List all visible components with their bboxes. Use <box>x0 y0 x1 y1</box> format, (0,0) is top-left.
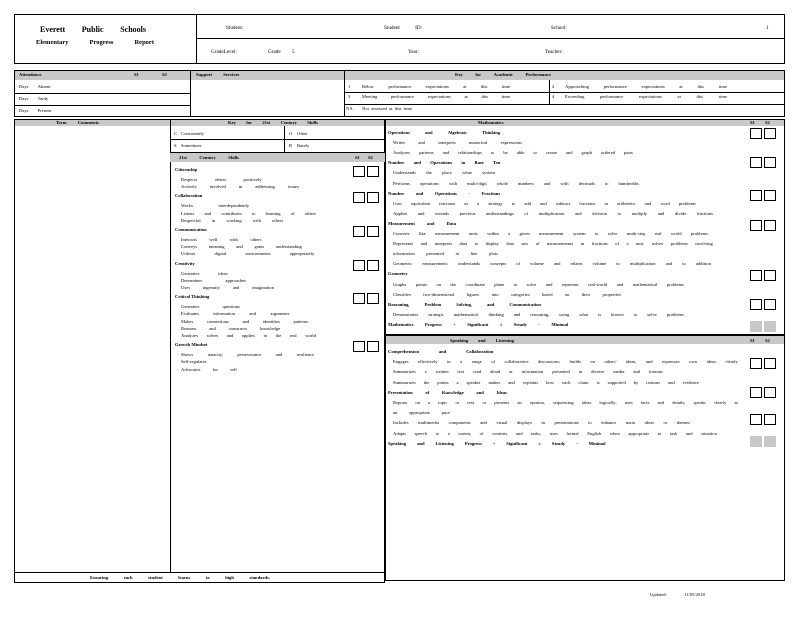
skill-item: Listens and contributes to learning of others <box>181 210 316 216</box>
math-checkbox-s2[interactable] <box>764 270 776 281</box>
math-item: Understands the place value system <box>393 170 495 176</box>
math-section-heading: Mathematics Progress + Significant ± Steady - Minimal <box>388 321 569 327</box>
math-checkbox-s1[interactable] <box>750 299 762 310</box>
math-section-heading: Number and Operations - Fractions <box>388 190 501 196</box>
math-section-heading: Geometry <box>388 271 408 277</box>
report-title-word: Progress <box>89 39 114 46</box>
speaking-item: Engages effectively in a range of collaborative discussions; builds on others' ideas, and expresses own ideas clearly <box>393 359 738 365</box>
math-item: Performs operations with multi-digit whole numbers and with decimals to hundredths <box>393 180 639 186</box>
skill-group-checkbox-s1[interactable] <box>353 260 365 271</box>
skill-group-checkbox-s2[interactable] <box>367 226 379 237</box>
school-name-word: Public <box>81 25 104 34</box>
speaking-checkbox-s1[interactable] <box>750 358 762 369</box>
skill-item: Actively involved in addressing issues <box>181 184 299 190</box>
grade-label: Grade 5 <box>268 49 295 55</box>
math-checkbox-s1[interactable] <box>750 157 762 168</box>
math-checkbox-s1[interactable] <box>750 270 762 281</box>
speaking-title: Speaking and Listening <box>450 338 514 343</box>
math-item: Applies and extends previous understandings of multiplication and division to multiply and divide fractions <box>393 210 713 216</box>
report-title-word: Elementary <box>36 39 69 46</box>
skills-key-code: C <box>174 131 178 136</box>
skills-key-text: Rarely <box>297 143 310 148</box>
math-checkbox-s1[interactable] <box>750 190 762 201</box>
skill-item: Advocates for self <box>181 366 237 372</box>
report-title-word: Report <box>134 39 154 46</box>
math-checkbox-s2[interactable] <box>764 190 776 201</box>
skill-group-heading: Communication <box>175 227 207 232</box>
key-item-text: Below performance expectations at this time <box>362 84 510 89</box>
math-checkbox-s1[interactable] <box>750 128 762 139</box>
skill-group-heading: Creativity <box>175 260 195 266</box>
key-item-text: Exceeding performance expectations at this time <box>565 94 727 99</box>
math-item: Geometric measurement: understands concepts of volume and relates volume to multiplication and to addition <box>393 261 711 267</box>
attendance-s2: S2 <box>162 72 167 77</box>
skills-key-text: Sometimes <box>181 143 202 148</box>
speaking-item: Adapts speech to a variety of contexts and tasks, uses formal English when appropriate to task and situation <box>393 430 717 436</box>
key-item-code: 2 <box>552 84 555 89</box>
term-comments-title: Term Comments <box>56 120 99 125</box>
math-section-heading: Number and Operations in Base Ten <box>388 160 501 166</box>
key-item-text: Approaching performance expectations at this time <box>565 84 727 89</box>
skill-group-checkbox-s1[interactable] <box>353 166 365 177</box>
skills-key-title: Key for 21st Century Skills <box>228 120 318 125</box>
attendance-row-line <box>14 105 190 106</box>
skill-item: Generates ideas <box>181 270 228 276</box>
math-item: Uses equivalent fractions as a strategy to add and subtract fractions in arithmetic and word problems <box>393 200 696 206</box>
attendance-s1: S1 <box>134 72 139 77</box>
skill-item: Respectful in working with others <box>181 217 284 223</box>
speaking-section-heading: Comprehension and Collaboration <box>388 349 494 354</box>
speaking-checkbox-s1[interactable] <box>750 387 762 398</box>
skills-key-code: O <box>289 131 293 136</box>
key-item-text: Not assessed at this time <box>362 106 412 111</box>
skill-group-checkbox-s2[interactable] <box>367 192 379 203</box>
skill-item: Determines approaches <box>181 277 247 283</box>
speaking-checkbox-s2[interactable] <box>764 387 776 398</box>
math-s2: S2 <box>765 120 770 125</box>
skill-group-heading: Critical Thinking <box>175 294 210 300</box>
math-progress-box-s2 <box>764 321 776 332</box>
attendance-row: Days Tardy <box>19 96 49 101</box>
speaking-item: Reports on a topic or text or presents an opinion, sequencing ideas logically; uses facts and details; speaks clearly at <box>393 400 738 405</box>
skill-group-checkbox-s1[interactable] <box>353 226 365 237</box>
student-id-label: Student ID: <box>384 25 423 31</box>
key-item-text: Meeting performance expectations at this time <box>362 94 510 99</box>
support-title: Support Services <box>196 72 240 77</box>
math-section-heading: Operations and Algebraic Thinking <box>388 130 501 135</box>
math-checkbox-s2[interactable] <box>764 157 776 168</box>
support-divider <box>344 70 345 117</box>
key-item-code: 1 <box>348 84 351 89</box>
skill-item: Reasons and constructs knowledge <box>181 325 281 331</box>
math-item: Converts like measurement units within a given measurement system to solve multi-step real world problems <box>393 231 708 236</box>
student-label: Student: <box>226 25 244 31</box>
skill-item: Conveys meaning and gains understanding <box>181 244 302 250</box>
skills-key-code: S <box>174 143 177 148</box>
attendance-divider <box>190 70 191 117</box>
skill-group-checkbox-s1[interactable] <box>353 192 365 203</box>
skill-group-heading: Collaboration <box>175 193 203 199</box>
skill-item: Respects others positively <box>181 177 262 182</box>
century-skills-s1: S1 <box>355 155 360 160</box>
skills-key-code: R <box>289 143 293 148</box>
math-item: information presented in line plots <box>393 251 498 257</box>
skill-item: Shows tenacity, perseverance and resilience <box>181 352 315 358</box>
updated-value: 11/05/2018 <box>684 592 705 597</box>
school-name <box>40 25 146 34</box>
math-item: Classifies two-dimensional figures into categories based on their properties <box>393 291 621 297</box>
speaking-progress-box-s1 <box>750 436 762 447</box>
speaking-item: Includes multimedia components and visual displays in presentations to enhance main ideas or themes <box>393 420 690 426</box>
attendance-row-line <box>14 93 190 94</box>
skill-group-checkbox-s2[interactable] <box>367 260 379 271</box>
header-divider-horizontal <box>196 38 785 39</box>
skill-item: Utilizes digital environments appropriately <box>181 251 315 257</box>
term-comments-box[interactable] <box>14 119 171 573</box>
key-row-line <box>344 104 785 105</box>
skill-item: Interacts well with others <box>181 237 262 242</box>
attendance-row: Days Present <box>19 108 52 113</box>
speaking-checkbox-s1[interactable] <box>750 414 762 425</box>
math-title: Mathematics <box>478 120 504 125</box>
skill-item: Uses ingenuity and imagination <box>181 285 274 290</box>
math-item: Represents and interprets data to display data sets of measurements in fractions of a unit, solves problems involving <box>393 241 713 247</box>
skill-group-checkbox-s1[interactable] <box>353 341 365 352</box>
key-item-code: NA <box>346 106 353 111</box>
skill-item: Analyzes solves and applies in the real world <box>181 333 316 338</box>
key-row-line <box>344 92 785 93</box>
teacher-label: Teacher: <box>545 49 563 55</box>
key-item-code: 4 <box>552 94 555 99</box>
skill-item: Works interdependently <box>181 203 250 209</box>
math-item: Analyzes patterns and relationships to be able to create and graph ordered pairs <box>393 150 633 156</box>
report-title <box>36 39 154 47</box>
page-number: 1 <box>766 25 769 31</box>
math-item: Demonstrates strategic mathematical thinking and reasoning, using what is known to solve problems <box>393 311 684 317</box>
speaking-checkbox-s2[interactable] <box>764 358 776 369</box>
header-divider-vertical <box>196 14 197 64</box>
key-title: Key for Academic Performance <box>455 72 551 77</box>
century-skills-top-line <box>170 152 385 153</box>
math-checkbox-s1[interactable] <box>750 220 762 231</box>
attendance-row: Days Absent <box>19 84 51 89</box>
century-skills-title: 21st Century Skills <box>179 155 239 160</box>
skill-item: Generates questions <box>181 304 240 310</box>
skill-item: Makes connections and identifies patterns <box>181 318 309 324</box>
skill-group-heading: Growth Mindset <box>175 342 208 348</box>
math-progress-box-s1 <box>750 321 762 332</box>
skills-key-text: Often <box>297 131 308 136</box>
math-section-heading: Measurement and Data <box>388 220 456 226</box>
speaking-checkbox-s2[interactable] <box>764 414 776 425</box>
math-checkbox-s2[interactable] <box>764 128 776 139</box>
speaking-s2: S2 <box>765 338 770 343</box>
skill-group-checkbox-s2[interactable] <box>367 293 379 304</box>
math-checkbox-s2[interactable] <box>764 299 776 310</box>
attendance-title: Attendance <box>19 72 42 77</box>
skill-group-checkbox-s2[interactable] <box>367 341 379 352</box>
school-name-word: Everett <box>40 25 66 34</box>
math-item: Graphs points on the coordinate plane to solve and represent real-world and mathematical problems <box>393 281 684 287</box>
skills-key-line <box>170 139 385 140</box>
skill-item: Evaluates information and arguments <box>181 311 290 317</box>
key-item-code: 3 <box>348 94 351 99</box>
updated-label: Updated: <box>650 592 667 597</box>
speaking-s1: S1 <box>750 338 755 343</box>
speaking-progress-box-s2 <box>764 436 776 447</box>
speaking-item: Summarizes a written text read aloud or information presented in diverse media and formats <box>393 369 663 375</box>
math-checkbox-s2[interactable] <box>764 220 776 231</box>
math-item: Writes and interprets numerical expressions <box>393 140 522 146</box>
speaking-section-heading: Speaking and Listening Progress + Significant ± Steady - Minimal <box>388 440 606 446</box>
school-name-word: Schools <box>120 25 146 34</box>
year-label: Year: <box>408 49 419 55</box>
skill-item: Self-regulates <box>181 359 207 365</box>
motto: Ensuring each student learns to high standards. <box>90 575 270 580</box>
speaking-item: Summarizes the points a speaker makes and explains how each claim is supported by reasons and evidence <box>393 379 699 385</box>
school-label: School: <box>551 25 567 31</box>
math-s1: S1 <box>750 120 755 125</box>
grade-level-label: GradeLevel: <box>211 49 237 55</box>
century-skills-s2: S2 <box>368 155 373 160</box>
skill-group-checkbox-s2[interactable] <box>367 166 379 177</box>
skill-group-heading: Citizenship <box>175 167 198 172</box>
speaking-item: an appropriate pace <box>393 410 450 416</box>
math-section-heading: Reasoning, Problem Solving, and Communication <box>388 301 541 307</box>
skill-group-checkbox-s1[interactable] <box>353 293 365 304</box>
speaking-section-heading: Presentation of Knowledge and Ideas <box>388 389 507 395</box>
skills-key-text: Consistently <box>181 131 204 136</box>
